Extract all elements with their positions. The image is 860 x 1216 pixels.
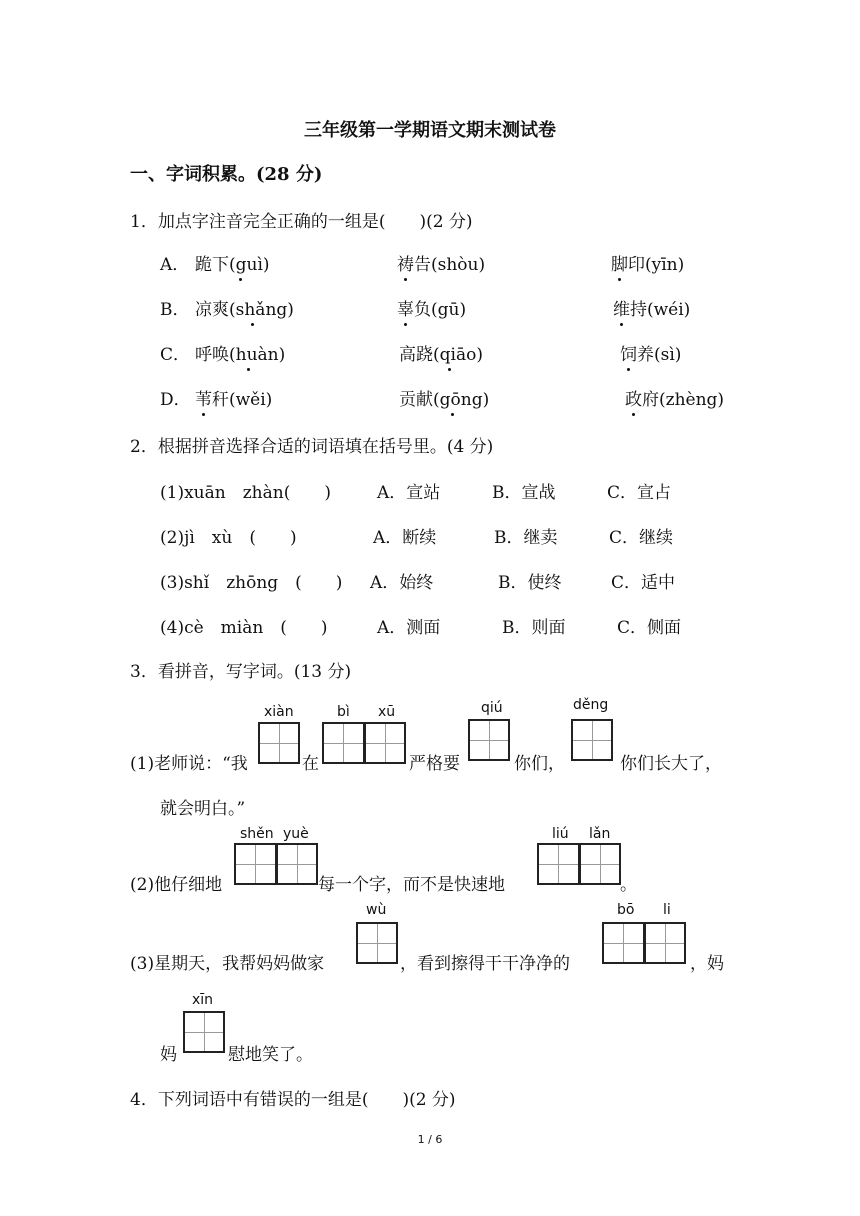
option-char: 负(gū) — [414, 300, 467, 320]
writing-box-group — [602, 922, 686, 964]
writing-box-group — [356, 922, 398, 964]
option-word — [195, 385, 272, 410]
pinyin-prompt: (1)xuān zhàn( ) — [160, 483, 331, 503]
choice-option[interactable]: A．断续 — [373, 528, 437, 548]
sentence-text: 在 — [302, 754, 319, 774]
option-word — [620, 340, 681, 365]
pinyin-label: xīn — [192, 992, 214, 1008]
page-title: 三年级第一学期语文期末测试卷 — [304, 120, 556, 141]
question-1-stem: 1．加点字注音完全正确的一组是( )(2 分) — [130, 212, 473, 232]
pinyin-label: lǎn — [589, 826, 611, 842]
choice-option[interactable]: A．始终 — [370, 573, 434, 593]
sentence-text: ，看到擦得干干净净的 — [400, 954, 570, 974]
sentence-text: 慰地笑了。 — [228, 1045, 313, 1065]
option-char: 秆(wěi) — [212, 390, 273, 410]
option-char: 下(guì) — [212, 250, 270, 275]
writing-box[interactable] — [537, 843, 579, 885]
writing-box-group — [468, 719, 510, 761]
pinyin-prompt: (3)shǐ zhōng ( ) — [160, 573, 343, 593]
option-word — [195, 250, 270, 275]
option-char: 献(gōng) — [416, 385, 489, 410]
choice-option[interactable]: C．侧面 — [617, 618, 682, 638]
pinyin-label: děng — [573, 697, 609, 713]
option-label: A． — [160, 255, 190, 275]
option-char: 凉 — [195, 300, 212, 320]
writing-box-group — [571, 719, 613, 761]
sentence-text: 严格要 — [409, 754, 460, 774]
option-label: C． — [160, 345, 191, 365]
pinyin-label: xiàn — [264, 704, 294, 720]
writing-box-group — [537, 843, 621, 885]
option-char: 辜 — [397, 295, 414, 320]
question-4-stem: 4．下列词语中有错误的一组是( )(2 分) — [130, 1090, 456, 1110]
writing-box[interactable] — [468, 719, 510, 761]
writing-box-group — [234, 843, 318, 885]
sentence-text: (3)星期天，我帮妈妈做家 — [130, 954, 325, 974]
option-char: 维 — [613, 295, 630, 320]
writing-box[interactable] — [258, 722, 300, 764]
option-word — [399, 340, 483, 365]
option-char: 印(yīn) — [628, 255, 685, 275]
option-char: 政 — [625, 385, 642, 410]
sentence-text: (2)他仔细地 — [130, 875, 223, 895]
sentence-text: 你们长大了， — [620, 754, 722, 774]
choice-option[interactable]: B．宣战 — [492, 483, 556, 503]
writing-box[interactable] — [183, 1011, 225, 1053]
pinyin-label: shěn — [240, 826, 274, 842]
option-word — [397, 250, 485, 275]
writing-box[interactable] — [364, 722, 406, 764]
writing-box-group — [258, 722, 300, 764]
choice-option[interactable]: B．使终 — [498, 573, 562, 593]
pinyin-label: yuè — [283, 826, 309, 842]
writing-box[interactable] — [579, 843, 621, 885]
option-word — [195, 340, 285, 365]
writing-box[interactable] — [571, 719, 613, 761]
pinyin-label: bō — [617, 902, 635, 918]
writing-box[interactable] — [602, 922, 644, 964]
writing-box-group — [183, 1011, 225, 1053]
option-char: 告(shòu) — [414, 255, 486, 275]
choice-option[interactable]: B．继卖 — [494, 528, 558, 548]
sentence-text: 。 — [620, 875, 637, 895]
option-char: 贡 — [399, 390, 416, 410]
sentence-text: 你们， — [514, 754, 565, 774]
sentence-text: ，妈 — [690, 954, 724, 974]
option-char: 脚 — [611, 250, 628, 275]
writing-box[interactable] — [322, 722, 364, 764]
choice-option[interactable]: A．宣站 — [377, 483, 441, 503]
pinyin-label: qiú — [481, 700, 503, 716]
option-word — [195, 295, 294, 320]
writing-box[interactable] — [644, 922, 686, 964]
choice-option[interactable]: A．测面 — [377, 618, 441, 638]
option-label: D． — [160, 390, 191, 410]
page-number: 1 / 6 — [417, 1133, 443, 1146]
pinyin-label: bì — [337, 704, 350, 720]
writing-box[interactable] — [356, 922, 398, 964]
option-word — [613, 295, 690, 320]
writing-box[interactable] — [276, 843, 318, 885]
option-char: 饲 — [620, 340, 637, 365]
option-char: 祷 — [397, 250, 414, 275]
choice-option[interactable]: C．宣占 — [607, 483, 672, 503]
option-word — [397, 295, 466, 320]
pinyin-label: xū — [378, 704, 396, 720]
section-heading: 一、字词积累。(28 分) — [130, 164, 323, 185]
option-char: 跷(qiāo) — [416, 340, 483, 365]
pinyin-prompt: (4)cè miàn ( ) — [160, 618, 328, 638]
writing-box[interactable] — [234, 843, 276, 885]
sentence-text: (1)老师说：“我 — [130, 754, 248, 774]
option-char: 唤(huàn) — [212, 340, 285, 365]
option-word — [611, 250, 684, 275]
sentence-text: 就会明白。” — [160, 799, 246, 819]
pinyin-label: wù — [366, 902, 387, 918]
choice-option[interactable]: C．继续 — [609, 528, 674, 548]
question-2-stem: 2．根据拼音选择合适的词语填在括号里。(4 分) — [130, 437, 494, 457]
option-char: 跪 — [195, 255, 212, 275]
writing-box-group — [322, 722, 406, 764]
option-char: 爽(shǎng) — [212, 295, 294, 320]
option-word — [399, 385, 489, 410]
option-char: 持(wéi) — [630, 300, 691, 320]
pinyin-label: liú — [552, 826, 569, 842]
sentence-text: 每一个字，而不是快速地 — [318, 875, 505, 895]
choice-option[interactable]: C．适中 — [611, 573, 676, 593]
sentence-text: 妈 — [160, 1045, 177, 1065]
choice-option[interactable]: B．则面 — [502, 618, 566, 638]
option-label: B． — [160, 300, 190, 320]
option-word — [625, 385, 724, 410]
option-char: 养(sì) — [637, 345, 682, 365]
option-char: 高 — [399, 345, 416, 365]
pinyin-label: li — [663, 902, 671, 918]
option-char: 呼 — [195, 345, 212, 365]
option-char: 苇 — [195, 385, 212, 410]
option-char: 府(zhèng) — [642, 390, 725, 410]
pinyin-prompt: (2)jì xù ( ) — [160, 528, 297, 548]
question-3-stem: 3．看拼音，写字词。(13 分) — [130, 662, 352, 682]
